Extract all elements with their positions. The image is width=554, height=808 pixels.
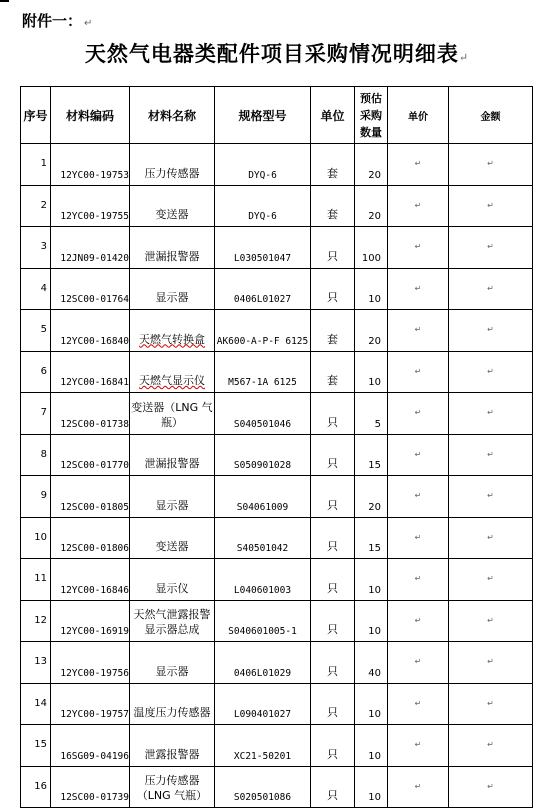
row-qty-text: 100	[361, 252, 381, 264]
row-code-text: 12JN09-01420	[60, 252, 129, 264]
row-code	[51, 185, 130, 227]
row-qty	[355, 434, 388, 476]
row-seq-text: 7	[40, 407, 47, 418]
row-price	[388, 642, 449, 684]
row-seq	[21, 766, 51, 808]
row-amount	[449, 144, 533, 186]
row-name	[130, 434, 215, 476]
row-name-text: 显示器	[155, 664, 189, 678]
row-seq-text: 14	[34, 697, 47, 709]
paragraph-mark-icon: ↵	[414, 366, 422, 376]
row-seq	[21, 268, 51, 310]
row-qty-text: 10	[368, 377, 381, 388]
row-code-text: 12YC00-16846	[60, 584, 129, 596]
row-code	[51, 310, 130, 352]
row-spec-text: XC21-50201	[233, 750, 292, 762]
row-name-text: 变送器	[155, 208, 189, 221]
row-code-text: 12YC00-19756	[60, 667, 129, 679]
row-code-text: 12SC00-01738	[60, 418, 129, 430]
row-unit	[311, 268, 355, 310]
row-amount	[449, 227, 533, 269]
row-seq-text: 3	[40, 241, 47, 252]
row-qty	[355, 766, 388, 808]
row-seq-text: 8	[40, 448, 47, 460]
table-row	[21, 766, 533, 808]
row-price	[388, 227, 449, 269]
row-qty-text: 10	[368, 709, 381, 720]
row-name-text: 压力传感器（LNG 气瓶）	[136, 774, 208, 802]
row-code	[51, 144, 130, 186]
row-spec-text: S40501042	[236, 543, 289, 554]
row-unit-text: 只	[327, 581, 338, 595]
row-seq	[21, 600, 51, 642]
row-code-text: 12YC00-19757	[60, 709, 129, 720]
row-qty	[355, 642, 388, 684]
table-row	[21, 185, 533, 227]
corner-mark	[0, 0, 9, 2]
row-price	[388, 268, 449, 310]
row-qty-text: 10	[368, 792, 381, 803]
row-unit-text: 只	[327, 789, 338, 802]
row-unit	[311, 642, 355, 684]
row-name-text: 变送器	[155, 540, 189, 553]
row-code	[51, 476, 130, 518]
row-amount	[449, 268, 533, 310]
header-qty: 预估采购数量	[355, 87, 388, 144]
row-unit-text: 只	[327, 706, 338, 719]
row-code-text: 12SC00-01770	[60, 460, 129, 471]
row-seq-text: 6	[40, 365, 47, 377]
row-unit	[311, 393, 355, 435]
table-row	[21, 725, 533, 767]
row-price	[388, 185, 449, 227]
paragraph-mark-icon: ↵	[414, 491, 422, 500]
row-unit	[311, 476, 355, 518]
paragraph-mark-icon: ↵	[487, 283, 494, 293]
row-unit-text: 只	[327, 415, 338, 429]
row-unit-text: 只	[327, 664, 338, 678]
row-unit	[311, 144, 355, 186]
row-code	[51, 517, 130, 559]
row-spec-text: 0406L01027	[233, 294, 292, 305]
row-spec-text: L040601003	[233, 584, 292, 596]
paragraph-mark-icon: ↵	[487, 159, 494, 168]
row-unit-text: 只	[327, 747, 338, 761]
row-code	[51, 351, 130, 393]
row-seq	[21, 351, 51, 393]
row-unit-text: 套	[327, 166, 338, 180]
row-amount	[449, 434, 533, 476]
row-seq-text: 12	[34, 614, 47, 626]
row-seq	[21, 434, 51, 476]
row-seq-text: 15	[34, 739, 47, 750]
row-code-text: 12YC00-19753	[60, 169, 129, 181]
row-unit	[311, 517, 355, 559]
row-price	[388, 393, 449, 435]
row-seq-text: 1	[40, 158, 47, 169]
row-spec	[215, 476, 311, 518]
row-spec	[215, 642, 311, 684]
row-code-text: 12SC00-01805	[60, 501, 129, 513]
row-name-text: 泄漏报警器	[144, 457, 200, 470]
paragraph-mark-icon: ↵	[487, 366, 494, 376]
row-qty-text: 40	[368, 667, 381, 679]
paragraph-mark-icon: ↵	[487, 242, 494, 251]
row-unit-text: 套	[327, 208, 338, 221]
row-amount	[449, 683, 533, 725]
row-name	[130, 268, 215, 310]
row-spec-text: L090401027	[233, 709, 292, 720]
paragraph-mark-icon: ↵	[487, 698, 494, 708]
row-code	[51, 434, 130, 476]
row-name	[130, 393, 215, 435]
row-code	[51, 268, 130, 310]
row-unit-text: 只	[327, 457, 338, 470]
row-unit	[311, 766, 355, 808]
paragraph-mark-icon: ↵	[487, 408, 494, 417]
row-name	[130, 642, 215, 684]
row-unit-text: 套	[327, 374, 338, 387]
row-seq	[21, 642, 51, 684]
row-spec	[215, 310, 311, 352]
table-row	[21, 144, 533, 186]
header-code: 材料编码	[51, 87, 130, 144]
row-unit	[311, 559, 355, 601]
row-spec-text: 0406L01029	[233, 667, 292, 679]
row-seq	[21, 476, 51, 518]
paragraph-mark-icon: ↵	[414, 408, 422, 417]
row-spec-text: DYQ-6	[248, 169, 277, 181]
row-amount	[449, 185, 533, 227]
row-name	[130, 351, 215, 393]
row-qty-text: 20	[368, 501, 381, 513]
row-spec-text: S04061009	[236, 501, 289, 513]
row-seq-text: 9	[40, 490, 47, 501]
row-spec	[215, 227, 311, 269]
document-title	[0, 38, 554, 68]
paragraph-mark-icon: ↵	[84, 18, 93, 29]
row-unit	[311, 185, 355, 227]
table-row	[21, 559, 533, 601]
row-name-text: 天燃气转换盒	[139, 332, 205, 346]
paragraph-mark-icon: ↵	[414, 657, 422, 666]
row-qty	[355, 310, 388, 352]
row-seq-text: 11	[34, 573, 47, 584]
row-unit-text: 只	[327, 623, 338, 636]
table-row	[21, 683, 533, 725]
paragraph-mark-icon: ↵	[487, 491, 494, 500]
row-code-text: 12SC00-01806	[60, 543, 129, 554]
table-row	[21, 434, 533, 476]
row-code-text: 12YC00-19755	[60, 211, 129, 222]
row-amount	[449, 766, 533, 808]
row-price	[388, 144, 449, 186]
row-code-text: 12YC00-16840	[60, 335, 129, 347]
row-name	[130, 517, 215, 559]
row-amount	[449, 393, 533, 435]
row-qty	[355, 268, 388, 310]
row-qty-text: 5	[374, 418, 381, 430]
table-row	[21, 351, 533, 393]
row-qty	[355, 227, 388, 269]
row-price	[388, 517, 449, 559]
row-unit-text: 只	[327, 249, 338, 263]
row-spec	[215, 393, 311, 435]
header-amount: 金额	[449, 87, 533, 144]
row-unit-text: 只	[327, 291, 338, 304]
paragraph-mark-icon: ↵	[414, 740, 422, 749]
header-seq: 序号	[21, 87, 51, 144]
table-row	[21, 600, 533, 642]
row-spec	[215, 600, 311, 642]
row-qty	[355, 351, 388, 393]
row-qty-text: 10	[368, 294, 381, 305]
table-row	[21, 268, 533, 310]
row-spec-text: S040501046	[233, 418, 292, 430]
row-price	[388, 476, 449, 518]
row-name-text: 泄漏报警器	[144, 249, 200, 263]
row-spec-text: S040601005-1	[228, 626, 297, 637]
row-name-text: 显示仪	[155, 581, 189, 595]
row-unit-text: 套	[327, 332, 338, 346]
row-seq-text: 13	[34, 656, 47, 667]
row-qty	[355, 476, 388, 518]
paragraph-mark-icon: ↵	[414, 200, 422, 210]
row-qty-text: 15	[368, 543, 381, 554]
row-spec-text: S050901028	[233, 460, 292, 471]
row-spec	[215, 766, 311, 808]
row-spec	[215, 144, 311, 186]
row-qty-text: 10	[368, 584, 381, 596]
row-price	[388, 310, 449, 352]
row-qty	[355, 144, 388, 186]
paragraph-mark-icon: ↵	[487, 615, 494, 625]
row-seq	[21, 393, 51, 435]
row-unit	[311, 725, 355, 767]
table-row	[21, 517, 533, 559]
row-seq	[21, 517, 51, 559]
row-spec-text: S020501086	[233, 792, 292, 803]
row-code-text: 12YC00-16919	[60, 626, 129, 637]
row-code	[51, 559, 130, 601]
row-code	[51, 600, 130, 642]
row-seq	[21, 227, 51, 269]
row-amount	[449, 476, 533, 518]
row-spec-text: L030501047	[233, 252, 292, 264]
row-code	[51, 642, 130, 684]
row-name	[130, 725, 215, 767]
row-name	[130, 559, 215, 601]
paragraph-mark-icon: ↵	[487, 325, 494, 334]
row-unit-text: 只	[327, 540, 338, 553]
document-title-text: 天然气电器类配件项目采购情况明细表	[84, 41, 459, 66]
row-spec-text: AK600-A-P-F 6125	[216, 335, 309, 347]
row-seq-text: 4	[40, 282, 47, 294]
paragraph-mark-icon: ↵	[487, 200, 494, 210]
row-seq-text: 16	[34, 780, 47, 792]
row-qty-text: 10	[368, 750, 381, 762]
paragraph-mark-icon: ↵	[487, 574, 494, 583]
paragraph-mark-icon: ↵	[414, 325, 422, 334]
row-qty-text: 20	[368, 335, 381, 347]
row-name	[130, 185, 215, 227]
row-name-text: 天燃气显示仪	[139, 374, 205, 387]
procurement-table	[20, 86, 533, 808]
row-spec	[215, 351, 311, 393]
row-code-text: 12YC00-16841	[60, 377, 129, 388]
row-name	[130, 600, 215, 642]
row-seq-text: 2	[40, 199, 47, 211]
row-spec	[215, 434, 311, 476]
header-price: 单价	[388, 87, 449, 144]
row-unit	[311, 227, 355, 269]
row-amount	[449, 559, 533, 601]
paragraph-mark-icon: ↵	[414, 615, 422, 625]
row-name-text: 温度压力传感器	[133, 706, 211, 719]
paragraph-mark-icon: ↵	[458, 51, 470, 64]
row-code-text: 16SG09-04196	[60, 750, 129, 762]
row-seq-text: 10	[34, 531, 47, 543]
row-name-text: 显示器	[155, 291, 189, 304]
paragraph-mark-icon: ↵	[414, 532, 422, 542]
attachment-label	[22, 10, 92, 31]
row-code-text: 12SC00-01739	[60, 792, 129, 803]
row-name-text: 天然气泄露报警显示器总成	[133, 608, 211, 636]
row-amount	[449, 351, 533, 393]
row-seq	[21, 310, 51, 352]
row-code	[51, 766, 130, 808]
row-qty	[355, 559, 388, 601]
row-name	[130, 766, 215, 808]
header-unit: 单位	[311, 87, 355, 144]
row-code	[51, 683, 130, 725]
row-price	[388, 434, 449, 476]
row-seq-text: 5	[40, 324, 47, 335]
paragraph-mark-icon: ↵	[414, 574, 422, 583]
paragraph-mark-icon: ↵	[414, 283, 422, 293]
row-spec	[215, 683, 311, 725]
row-code-text: 12SC00-01764	[60, 294, 129, 305]
row-qty	[355, 185, 388, 227]
paragraph-mark-icon: ↵	[414, 781, 422, 791]
row-seq	[21, 725, 51, 767]
row-name	[130, 476, 215, 518]
row-name	[130, 144, 215, 186]
row-unit	[311, 351, 355, 393]
table-body	[21, 144, 533, 808]
paragraph-mark-icon: ↵	[414, 449, 422, 459]
row-qty	[355, 725, 388, 767]
row-name-text: 显示器	[155, 498, 189, 512]
row-unit-text: 只	[327, 498, 338, 512]
row-spec	[215, 517, 311, 559]
table-row	[21, 476, 533, 518]
paragraph-mark-icon: ↵	[487, 449, 494, 459]
row-spec	[215, 559, 311, 601]
row-price	[388, 766, 449, 808]
row-qty	[355, 600, 388, 642]
row-price	[388, 600, 449, 642]
row-unit	[311, 434, 355, 476]
row-amount	[449, 310, 533, 352]
row-qty	[355, 393, 388, 435]
row-code	[51, 725, 130, 767]
row-spec-text: M567-1A 6125	[228, 377, 297, 388]
row-amount	[449, 517, 533, 559]
table-row	[21, 642, 533, 684]
row-name-text: 变送器（LNG 气瓶）	[131, 400, 213, 429]
row-spec	[215, 268, 311, 310]
row-qty-text: 15	[368, 460, 381, 471]
row-qty-text: 10	[368, 626, 381, 637]
row-qty	[355, 517, 388, 559]
row-amount	[449, 600, 533, 642]
header-name: 材料名称	[130, 87, 215, 144]
paragraph-mark-icon: ↵	[414, 242, 422, 251]
paragraph-mark-icon: ↵	[414, 698, 422, 708]
header-spec: 规格型号	[215, 87, 311, 144]
table-row	[21, 310, 533, 352]
row-price	[388, 683, 449, 725]
row-price	[388, 559, 449, 601]
row-name	[130, 683, 215, 725]
row-code	[51, 393, 130, 435]
row-seq	[21, 185, 51, 227]
row-name-text: 压力传感器	[144, 166, 200, 180]
row-seq	[21, 144, 51, 186]
row-amount	[449, 725, 533, 767]
row-code	[51, 227, 130, 269]
row-name-text: 泄露报警器	[144, 747, 200, 761]
row-seq	[21, 683, 51, 725]
table-row	[21, 393, 533, 435]
paragraph-mark-icon: ↵	[487, 532, 494, 542]
row-qty	[355, 683, 388, 725]
table-header-row	[21, 87, 533, 144]
row-spec	[215, 185, 311, 227]
row-spec-text: DYQ-6	[248, 211, 277, 222]
paragraph-mark-icon: ↵	[487, 781, 494, 791]
row-price	[388, 725, 449, 767]
row-qty-text: 20	[368, 169, 381, 181]
attachment-label-text: 附件一：	[22, 12, 83, 30]
row-unit	[311, 600, 355, 642]
row-qty-text: 20	[368, 211, 381, 222]
paragraph-mark-icon: ↵	[414, 159, 422, 168]
table-row	[21, 227, 533, 269]
paragraph-mark-icon: ↵	[487, 740, 494, 749]
row-price	[388, 351, 449, 393]
row-name	[130, 227, 215, 269]
row-unit	[311, 683, 355, 725]
row-unit	[311, 310, 355, 352]
paragraph-mark-icon: ↵	[487, 657, 494, 666]
row-amount	[449, 642, 533, 684]
row-spec	[215, 725, 311, 767]
row-name	[130, 310, 215, 352]
row-seq	[21, 559, 51, 601]
